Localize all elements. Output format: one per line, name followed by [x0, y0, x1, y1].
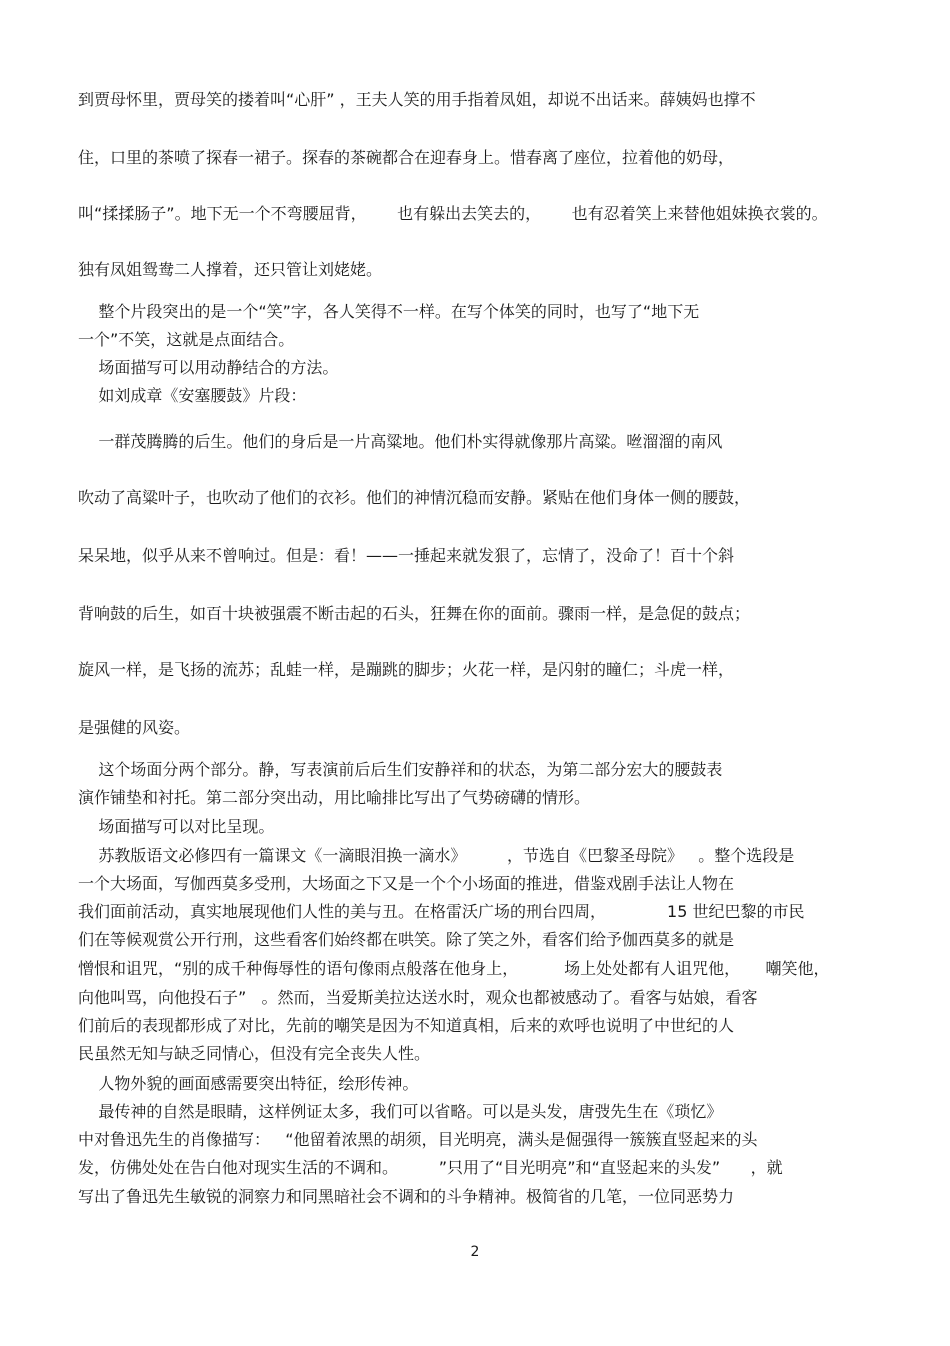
text-line: 叫“揉揉肠子”。地下无一个不弯腰屈背， 也有躲出去笑去的， 也有忍着笑上来替他姐妹换衣裳的。 — [78, 204, 828, 223]
text-line: 演作铺垫和衬托。第二部分突出动，用比喻排比写出了气势磅礴的情形。 — [78, 788, 591, 807]
text-line: 是强健的风姿。 — [78, 718, 191, 737]
text-line: 旋风一样，是飞扬的流苏；乱蛙一样，是蹦跳的脚步；火花一样，是闪射的瞳仁；斗虎一样， — [78, 660, 735, 679]
text-line: 背响鼓的后生，如百十块被强震不断击起的石头，狂舞在你的面前。骤雨一样，是急促的鼓点； — [78, 604, 751, 623]
page-number: 2 — [470, 1244, 480, 1260]
text-line: 向他叫骂，向他投石子” 。然而，当爱斯美拉达送水时，观众也都被感动了。看客与姑娘，看客 — [78, 988, 758, 1007]
text-line: 一群茂腾腾的后生。他们的身后是一片高粱地。他们朴实得就像那片高粱。咝溜溜的南风 — [78, 432, 723, 451]
text-line: 最传神的自然是眼睛，这样例证太多，我们可以省略。可以是头发，唐弢先生在《琐忆》 — [78, 1102, 723, 1121]
text-line: 场面描写可以对比呈现。 — [78, 817, 275, 836]
text-line: 民虽然无知与缺乏同情心，但没有完全丧失人性。 — [78, 1044, 431, 1063]
text-line: 发，仿佛处处在告白他对现实生活的不调和。 ”只用了“目光明亮”和“直竖起来的头发” ，就 — [78, 1158, 783, 1177]
text-line: 一个大场面，写伽西莫多受刑，大场面之下又是一个个小场面的推进，借鉴戏剧手法让人物在 — [78, 874, 735, 893]
text-line: 们前后的表现都形成了对比，先前的嘲笑是因为不知道真相，后来的欢呼也说明了中世纪的人 — [78, 1016, 735, 1035]
text-line: 整个片段突出的是一个“笑”字，各人笑得不一样。在写个体笑的同时，也写了“地下无 — [78, 302, 700, 321]
text-line: 中对鲁迅先生的肖像描写： “他留着浓黑的胡须，目光明亮，满头是倔强得一簇簇直竖起来的头 — [78, 1130, 758, 1149]
text-line: 如刘成章《安塞腰鼓》片段： — [78, 386, 307, 405]
text-line: 我们面前活动，真实地展现他们人性的美与丑。在格雷沃广场的刑台四周， 15 世纪巴黎的市民 — [78, 902, 805, 921]
text-line: 呆呆地，似乎从来不曾响过。但是：看！——一捶起来就发狠了，忘情了，没命了！百十个斜 — [78, 546, 735, 565]
text-line: 到贾母怀里，贾母笑的搂着叫“心肝” ，王夫人笑的用手指着凤姐，却说不出话来。薛姨妈也撑不 — [78, 90, 756, 109]
text-line: 住，口里的茶喷了探春一裙子。探春的茶碗都合在迎春身上。惜春离了座位，拉着他的奶母， — [78, 148, 735, 167]
text-line: 写出了鲁迅先生敏锐的洞察力和同黑暗社会不调和的斗争精神。极简省的几笔，一位同恶势力 — [78, 1187, 735, 1206]
text-line: 憎恨和诅咒，“别的成千种侮辱性的语句像雨点般落在他身上， 场上处处都有人诅咒他， 嘲笑他， — [78, 959, 830, 978]
text-line: 苏教版语文必修四有一篇课文《一滴眼泪换一滴水》 ，节选自《巴黎圣母院》 。整个选段是 — [78, 846, 795, 865]
text-line: 们在等候观赏公开行刑，这些看客们始终都在哄笑。除了笑之外，看客们给予伽西莫多的就是 — [78, 930, 735, 949]
text-line: 一个”不笑，这就是点面结合。 — [78, 330, 295, 349]
text-line: 这个场面分两个部分。静，写表演前后后生们安静祥和的状态，为第二部分宏大的腰鼓表 — [78, 760, 723, 779]
text-line: 场面描写可以用动静结合的方法。 — [78, 358, 339, 377]
text-line: 人物外貌的画面感需要突出特征，绘形传神。 — [78, 1074, 419, 1093]
text-line: 吹动了高粱叶子，也吹动了他们的衣衫。他们的神情沉稳而安静。紧贴在他们身体一侧的腰鼓， — [78, 488, 751, 507]
text-line: 独有凤姐鸳鸯二人撑着，还只管让刘姥姥。 — [78, 260, 383, 279]
